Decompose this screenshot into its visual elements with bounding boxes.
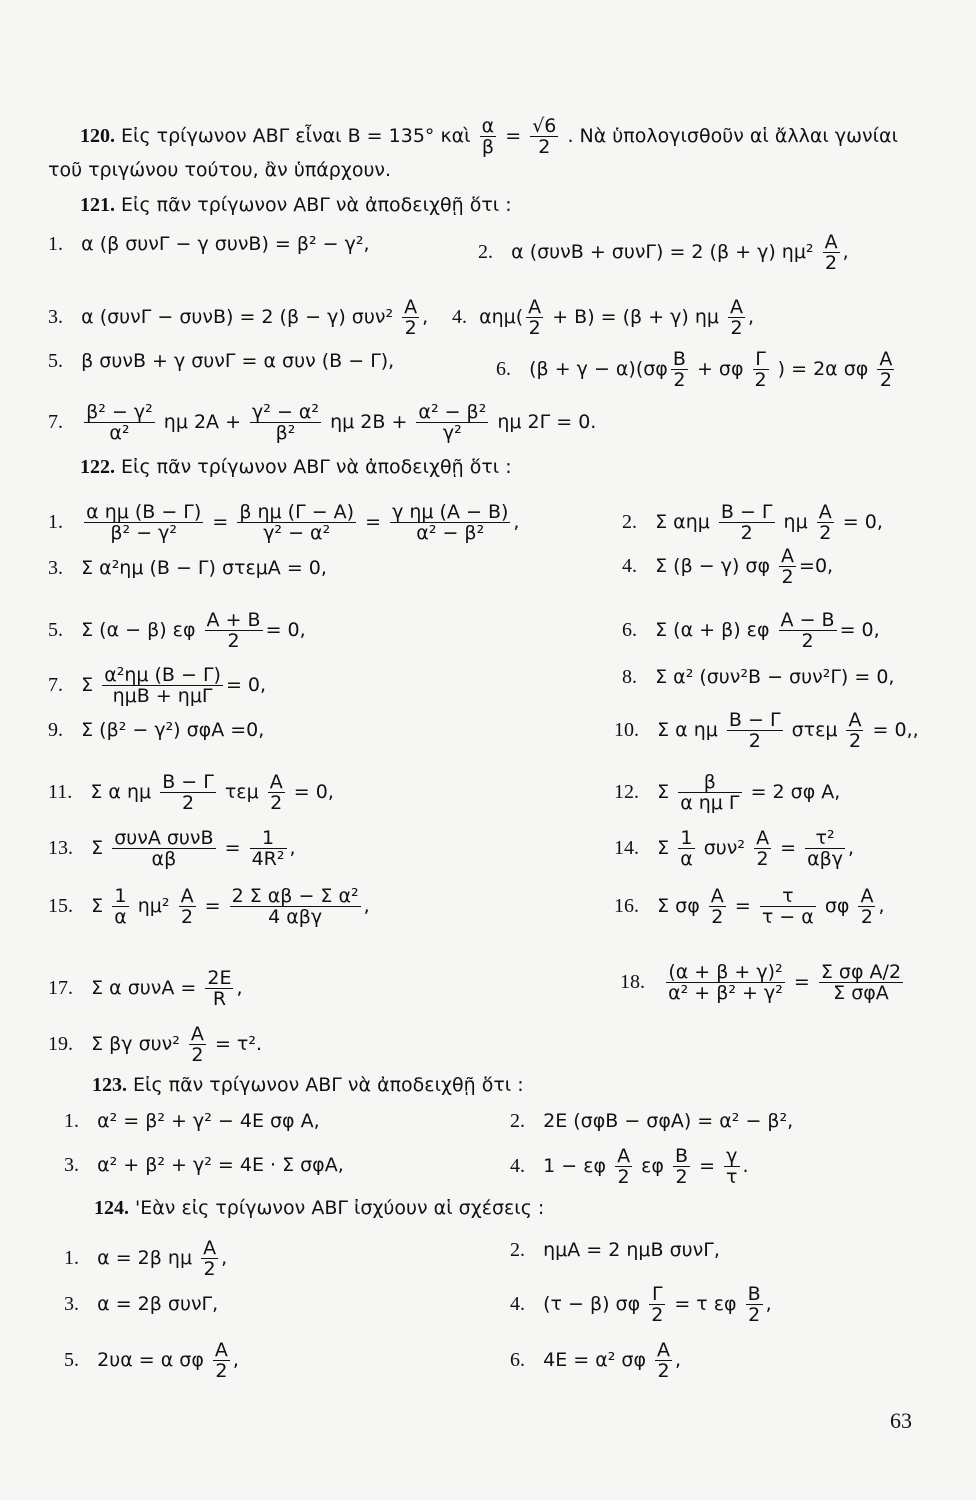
- equation-122-5: 5. Σ (α − β) εφ $\frac{A + B}{2}$ = 0,: [48, 609, 306, 652]
- equation-121-2: 2. α (συνΒ + συνΓ) = 2 (β + γ) ημ² $\frac{A}{2}$ ,: [478, 231, 849, 274]
- problem-124-heading: 124. 'Εὰν εἰς τρίγωνον ΑΒΓ ἰσχύουν αἱ σχέσεις :: [94, 1197, 545, 1219]
- problem-120: 120. Εἰς τρίγωνον ΑΒΓ εἶναι Β = 135° καὶ $\frac{\alpha}{\beta}$ = $\frac{√6}{2}$ . Νὰ ὑπολογισθοῦν αἱ ἄλλαι γωνίαι: [80, 115, 898, 158]
- equation-121-4: 4. αημ( $\frac{A}{2}$ + Β) = (β + γ) ημ $\frac{A}{2}$ ,: [452, 296, 755, 339]
- equation-124-4: 4. (τ − β) σφ $\frac{\Gamma}{2}$ = τ εφ $\frac{B}{2}$ ,: [510, 1283, 772, 1326]
- equation-122-12: 12. Σ $\frac{\beta}{\text{α ημ Γ}}$ = 2 σφ Α,: [614, 771, 841, 814]
- equation-122-11: 11. Σ α ημ $\frac{B - \Gamma}{2}$ τεμ $\frac{A}{2}$ = 0,: [48, 771, 334, 814]
- equation-124-3: 3. α = 2β συνΓ,: [64, 1293, 219, 1315]
- problem-123-heading: 123. Εἰς πᾶν τρίγωνον ΑΒΓ νὰ ἀποδειχθῇ ὅτι :: [92, 1074, 524, 1096]
- equation-122-16: 16. Σ σφ $\frac{A}{2}$ = $\frac{\tau}{\tau - \alpha}$ σφ $\frac{A}{2}$ ,: [614, 885, 885, 928]
- equation-122-6: 6. Σ (α + β) εφ $\frac{A - B}{2}$ = 0,: [622, 609, 880, 652]
- equation-124-6: 6. 4Ε = α² σφ $\frac{A}{2}$ ,: [510, 1339, 682, 1382]
- equation-122-3: 3. Σ α²ημ (Β − Γ) στεμΑ = 0,: [48, 557, 327, 579]
- equation-121-5: 5. β συνΒ + γ συνΓ = α συν (Β − Γ),: [48, 350, 395, 372]
- equation-122-15: 15. Σ $\frac{1}{\alpha}$ ημ² $\frac{A}{2}$ = $\frac{\text{2 Σ αβ − Σ α²}}{\text{4 αβγ}}$ ,: [48, 885, 370, 928]
- equation-122-1: 1. $\frac{\text{α ημ (Β − Γ)}}{\text{β² − γ²}}$ = $\frac{\text{β ημ (Γ − Α)}}{\text{γ² − α²}}$ = $\frac{\text{γ ημ (Α − Β)}}{\text{α² − β²}}$ ,: [48, 501, 520, 544]
- equation-122-7: 7. Σ $\frac{\text{α²ημ (Β − Γ)}}{\text{ημΒ + ημΓ}}$ = 0,: [48, 664, 267, 707]
- equation-123-4: 4. 1 − εφ $\frac{A}{2}$ εφ $\frac{B}{2}$ = $\frac{\gamma}{\tau}$ .: [510, 1145, 749, 1188]
- equation-122-8: 8. Σ α² (συν²Β − συν²Γ) = 0,: [622, 666, 895, 688]
- equation-122-13: 13. Σ $\frac{\text{συνΑ συνΒ}}{\alpha\beta}$ = $\frac{1}{\text{4R²}}$ ,: [48, 827, 296, 870]
- equation-122-2: 2. Σ αημ $\frac{B - \Gamma}{2}$ ημ $\frac{A}{2}$ = 0,: [622, 501, 883, 544]
- equation-122-17: 17. Σ α συνΑ = $\frac{2E}{R}$ ,: [48, 967, 243, 1010]
- fraction: $\frac{\alpha}{\beta}$: [481, 115, 495, 158]
- problem-122-heading: 122. Εἰς πᾶν τρίγωνον ΑΒΓ νὰ ἀποδειχθῇ ὅτι :: [80, 456, 512, 478]
- equation-124-1: 1. α = 2β ημ $\frac{A}{2}$ ,: [64, 1237, 228, 1280]
- equation-121-6: 6. (β + γ − α)(σφ $\frac{B}{2}$ + σφ $\frac{\Gamma}{2}$ ) = 2α σφ $\frac{A}{2}$: [496, 348, 893, 391]
- equation-122-18: 18. $\frac{\text{(α + β + γ)²}}{\text{α² + β² + γ²}}$ = $\frac{\text{Σ σφ Α/2}}{\text{Σ σφΑ}}$: [620, 961, 902, 1004]
- problem-number: 120.: [80, 125, 115, 147]
- equation-122-19: 19. Σ βγ συν² $\frac{A}{2}$ = τ².: [48, 1023, 263, 1066]
- page-number: 63: [890, 1408, 912, 1433]
- equation-122-9: 9. Σ (β² − γ²) σφΑ =0,: [48, 719, 265, 741]
- fraction: $\frac{√6}{2}$: [532, 115, 557, 158]
- equation-122-14: 14. Σ $\frac{1}{\alpha}$ συν² $\frac{A}{2}$ = $\frac{\text{τ²}}{\text{αβγ}}$ ,: [614, 827, 855, 870]
- problem-120-line2: τοῦ τριγώνου τούτου, ἂν ὑπάρχουν.: [48, 159, 392, 181]
- equation-124-5: 5. 2υα = α σφ $\frac{A}{2}$ ,: [64, 1339, 239, 1382]
- equation-121-7: 7. $\frac{\text{β² − γ²}}{\text{α²}}$ ημ 2Α + $\frac{\text{γ² − α²}}{\text{β²}}$ ημ 2Β + $\frac{\text{α² − β²}}{\text{γ²}}$ ημ 2Γ = 0.: [48, 401, 597, 444]
- equation-122-10: 10. Σ α ημ $\frac{B - \Gamma}{2}$ στεμ $\frac{A}{2}$ = 0,,: [614, 709, 919, 752]
- equation-124-2: 2. ημΑ = 2 ημΒ συνΓ,: [510, 1239, 720, 1261]
- equation-123-1: 1. α² = β² + γ² − 4Ε σφ Α,: [64, 1110, 320, 1132]
- equation-121-1: 1. α (β συνΓ − γ συνΒ) = β² − γ²,: [48, 233, 370, 255]
- problem-text: Εἰς τρίγωνον ΑΒΓ εἶναι Β = 135° καὶ: [121, 125, 471, 147]
- equation-123-2: 2. 2Ε (σφΒ − σφΑ) = α² − β²,: [510, 1110, 794, 1132]
- equation-122-4: 4. Σ (β − γ) σφ $\frac{A}{2}$ =0,: [622, 545, 834, 588]
- equation-123-3: 3. α² + β² + γ² = 4Ε · Σ σφΑ,: [64, 1154, 344, 1176]
- problem-121-heading: 121. Εἰς πᾶν τρίγωνον ΑΒΓ νὰ ἀποδειχθῇ ὅτι :: [80, 194, 512, 216]
- equation-121-3: 3. α (συνΓ − συνΒ) = 2 (β − γ) συν² $\frac{A}{2}$ ,: [48, 296, 429, 339]
